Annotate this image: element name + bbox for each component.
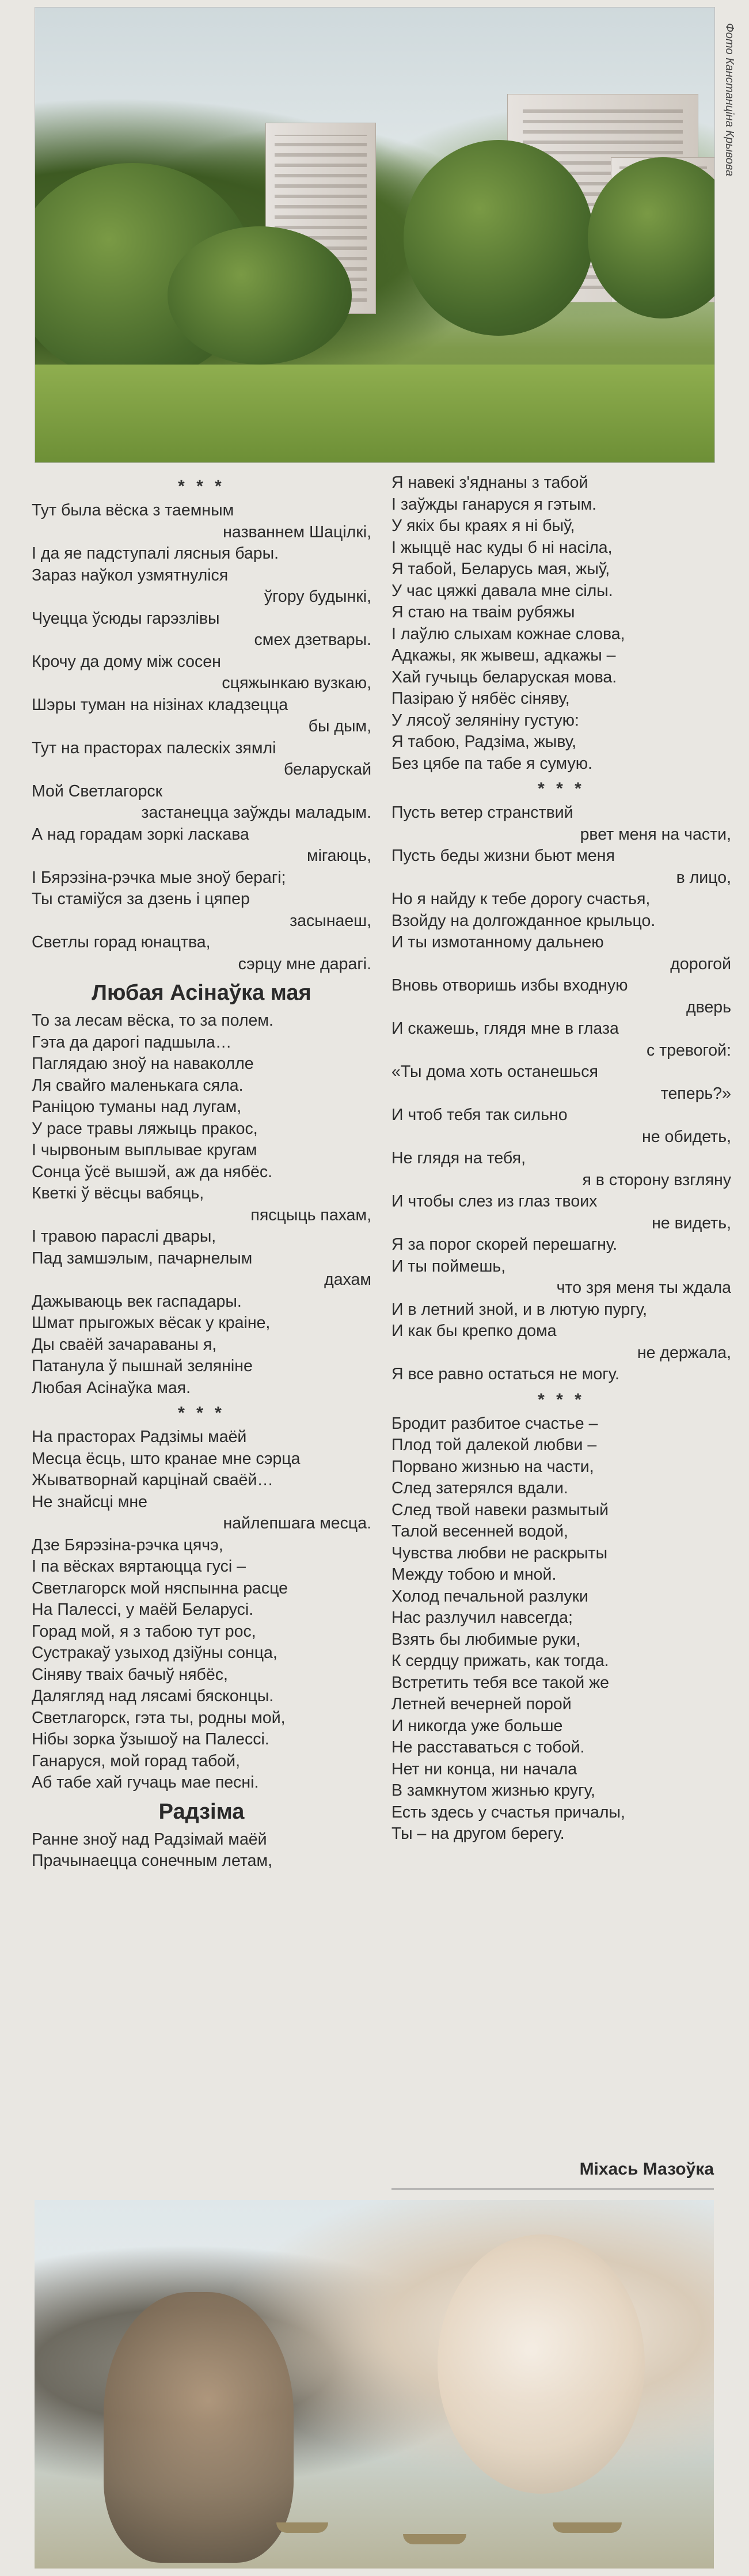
poem-line: Сустракаў узыход дзіўны сонца,	[32, 1644, 277, 1662]
poem-line: с тревогой:	[646, 1041, 731, 1060]
poem-line: найлепшага месца.	[223, 1514, 371, 1532]
man-portrait	[104, 2292, 294, 2563]
poem-line: Прачынаецца сонечным летам,	[32, 1852, 273, 1870]
poem3-title: * * *	[178, 1403, 225, 1422]
poem-line: Любая Асінаўка мая.	[32, 1378, 191, 1397]
poem-line: І да яе падступалі лясныя бары.	[32, 544, 279, 563]
poem4-title: Радзіма	[158, 1799, 245, 1824]
poem-line: пясцыць пахам,	[250, 1205, 371, 1224]
poem-line: Порвано жизнью на части,	[391, 1457, 594, 1476]
poem-line: мігаюць,	[306, 847, 371, 865]
poem-line: Ты стаміўся за дзень і цяпер	[32, 890, 250, 908]
poem-line: Тут на прасторах палескіх зямлі	[32, 738, 276, 757]
poem-line: Нас разлучил навсегда;	[391, 1608, 573, 1627]
poem-line: Дажываюць век гаспадары.	[32, 1292, 242, 1311]
poem-line: И в летний зной, и в лютую пургу,	[391, 1300, 648, 1319]
poem-line: І Бярэзіна-рэчка мые зноў берагі;	[32, 868, 286, 887]
poem-line: І заўжды ганаруся я гэтым.	[391, 495, 597, 514]
poem-line: застанецца заўжды маладым.	[141, 803, 371, 822]
poem-line: Месца ёсць, што кранае мне сэрца	[32, 1449, 301, 1468]
poem-line: смех дзетвары.	[254, 631, 371, 649]
poem-line: І лаўлю слыхам кожнае слова,	[391, 624, 625, 643]
poem-line: Ранне зноў над Радзімай маёй	[32, 1830, 267, 1849]
poem-line: Нет ни конца, ни начала	[391, 1759, 577, 1778]
poem-line: рвет меня на части,	[580, 825, 731, 844]
poem-line: Ля свайго маленькага сяла.	[32, 1076, 244, 1095]
poem-line: Без цябе па табе я сумую.	[391, 754, 592, 773]
poem-line: Я стаю на тваім рубяжы	[391, 603, 575, 621]
poem-line: Шмат прыгожых вёсак у краіне,	[32, 1314, 271, 1332]
poem-line: И ты измотанному дальнею	[391, 933, 604, 951]
poem-line: Я табою, Радзіма, жыву,	[391, 733, 577, 751]
poem-line: ўгору будынкі,	[264, 587, 371, 606]
poem-line: Далягляд над лясамі бясконцы.	[32, 1687, 274, 1705]
poem-line: В замкнутом жизнью кругу,	[391, 1781, 595, 1800]
poem-line: Между тобою и мной.	[391, 1565, 557, 1584]
poem-line: Я все равно остаться не могу.	[391, 1365, 619, 1383]
poem5-title: * * *	[538, 779, 585, 798]
poem-line: не видеть,	[652, 1213, 731, 1232]
poem-line: У расе травы ляжыць пракос,	[32, 1119, 258, 1138]
poem-line: Сонца ўсё вышэй, аж да нябёс.	[32, 1162, 273, 1181]
right-column	[391, 472, 731, 1845]
poem-line: Взять бы любимые руки,	[391, 1630, 581, 1649]
poem-line: Талой весенней водой,	[391, 1522, 568, 1541]
poem-line: я в сторону взгляну	[582, 1170, 731, 1189]
poem-line: І травою параслі двары,	[32, 1227, 216, 1246]
poem-line: Плод той далекой любви –	[391, 1436, 597, 1454]
lawn	[35, 365, 714, 462]
poem-line: У якіх бы краях я ні быў,	[391, 517, 575, 535]
poem-line: Чувства любви не раскрыты	[391, 1543, 608, 1562]
tree-shrub-center	[168, 226, 352, 365]
poem-line: дверь	[686, 997, 731, 1016]
poem-line: Пагляд​аю зноў на наваколле	[32, 1054, 254, 1073]
poem-line: Шэры туман на нізінах кладзецца	[32, 695, 288, 714]
poem-line: сэрцу мне дарагі.	[238, 954, 371, 973]
poem-line: На прасторах Радзімы маёй	[32, 1428, 247, 1446]
poem-line: названнем Шацілкі,	[223, 522, 371, 541]
poem-line: теперь?»	[660, 1084, 731, 1103]
poem-line: И чтоб тебя так сильно	[391, 1106, 568, 1124]
poem-line: Сіняву тваіх бачыў нябёс,	[32, 1665, 228, 1684]
poem-line: Летней вечерней порой	[391, 1695, 572, 1713]
poem-line: Ты – на другом берегу.	[391, 1824, 565, 1843]
poem2-title: Любая Асінаўка мая	[92, 981, 311, 1005]
poem-line: Раніцою туманы над лугам,	[32, 1098, 242, 1116]
poem-line: Вновь отворишь избы входную	[391, 976, 628, 995]
poem-line: Горад мой, я з табою тут рос,	[32, 1622, 256, 1641]
boat-2	[403, 2534, 466, 2544]
poem-line: А над горадам зоркі ласкава	[32, 825, 249, 844]
poem-line: Пусть ветер странствий	[391, 803, 573, 822]
poem-line: не держала,	[637, 1343, 731, 1362]
poem-line: Бродит разбитое счастье –	[391, 1414, 598, 1433]
poem-line: И как бы крепко дома	[391, 1322, 557, 1340]
poem-line: Жыватворнай карцінай сваёй…	[32, 1471, 273, 1489]
poem-line: Мой Светлагорск	[32, 781, 163, 801]
poem-line: Холод печальной разлуки	[391, 1587, 588, 1606]
poem-line: Гэта да дарогі падшыла…	[32, 1033, 232, 1052]
tree-right	[404, 140, 594, 336]
poem-line: беларускай	[284, 760, 371, 779]
poem6-title: * * *	[538, 1390, 585, 1409]
poem-line: Нібы зорка ўзышоў на Палессі.	[32, 1730, 269, 1748]
poem-line: Зараз наўкол узмятнуліся	[32, 566, 229, 585]
poem-line: Светлагорск, гэта ты, родны мой,	[32, 1708, 286, 1727]
poem-line: Есть здесь у счастья причалы,	[391, 1803, 625, 1822]
photo-credit: Фото Канстанціна Крывова	[723, 23, 736, 177]
poem3-body	[32, 1427, 371, 1794]
poem-line: Кветкі ў вёсцы вабяць,	[32, 1184, 204, 1202]
poem-line: Хай гучыць беларуская мова.	[391, 667, 617, 686]
poem4-body-left	[32, 1829, 371, 1872]
poem-line: не обидеть,	[642, 1127, 731, 1146]
poem-line: Взойду на долгожданное крыльцо.	[391, 911, 656, 930]
poem-line: И чтобы слез из глаз твоих	[391, 1192, 598, 1211]
poem-line: Аб табе хай гучаць мае песні.	[32, 1773, 259, 1792]
poem5-body	[391, 802, 731, 1386]
poem-line: засынаеш,	[290, 911, 371, 930]
poem-line: І жыццё нас куды б ні насіла,	[391, 538, 613, 557]
poem-line: дорогой	[670, 954, 731, 973]
poem-line: К сердцу прижать, как тогда.	[391, 1652, 609, 1670]
poem-line: Крочу да дому між сосен	[32, 652, 221, 671]
poem-line: То за лесам вёска, то за полем.	[32, 1011, 273, 1030]
poem-line: Патанула ў пышнай зеляніне	[32, 1357, 253, 1375]
poem-line: У лясоў зеляніну густую:	[391, 711, 579, 730]
poem-line: сцяжынкаю вузкаю,	[222, 674, 371, 692]
poem-line: И ты поймешь,	[391, 1257, 506, 1276]
poem-line: Светлы горад юнацтва,	[32, 933, 211, 951]
poem-line: И никогда уже больше	[391, 1716, 563, 1735]
woman-portrait	[438, 2234, 645, 2494]
poem-line: Адкажы, як жывеш, адкажы –	[391, 646, 616, 665]
bottom-photo-collage	[35, 2200, 714, 2569]
poem4-body-right	[391, 472, 731, 775]
poem-line: Не знайсці мне	[32, 1492, 147, 1511]
poem-line: Не глядя на тебя,	[391, 1149, 526, 1167]
poem-line: І чырвоным выплывае кругам	[32, 1141, 257, 1159]
poem-line: бы дым,	[308, 717, 371, 735]
poem-line: Встретить тебя все такой же	[391, 1673, 609, 1692]
poem6-body	[391, 1413, 731, 1845]
author-divider	[391, 2188, 714, 2190]
poem-line: И скажешь, глядя мне в глаза	[391, 1019, 619, 1038]
top-photo-city-park	[35, 7, 715, 463]
poem-line: Пусть беды жизни бьют меня	[391, 847, 615, 865]
poem-line: Ганаруся, мой горад табой,	[32, 1751, 240, 1770]
poem-line: След затерялся вдали.	[391, 1479, 568, 1497]
poem-line: дахам	[324, 1270, 371, 1289]
poem-line: Дзе Бярэзіна-рэчка цячэ,	[32, 1535, 223, 1554]
poem-line: в лицо,	[676, 868, 731, 887]
poem-line: Но я найду к тебе дорогу счастья,	[391, 890, 651, 908]
poem-line: Я за порог скорей перешагну.	[391, 1235, 618, 1254]
poem-line: Пад замшэлым, пачарнелым	[32, 1249, 253, 1268]
boat-3	[553, 2522, 622, 2533]
poem-line: Не расставаться с тобой.	[391, 1738, 585, 1756]
boat-1	[276, 2522, 328, 2533]
poem-line: Тут была вёска з таемным	[32, 501, 234, 519]
author-signature: Міхась Мазоўка	[579, 2160, 714, 2179]
poem-line: След твой навеки размытый	[391, 1500, 609, 1519]
poem2-body	[32, 1010, 371, 1399]
poem-line: что зря меня ты ждала	[556, 1278, 731, 1297]
poem-line: Светлагорск мой няспынна расце	[32, 1579, 288, 1598]
poem-line: Чуецца ўсюды гарэзлівы	[32, 609, 220, 628]
poem1-title: * * *	[178, 477, 225, 496]
poem-line: Я навекі з'яднаны з табой	[391, 473, 588, 492]
poem-line: У час цяжкі давала мне сілы.	[391, 581, 613, 600]
left-column	[32, 472, 371, 1872]
poem-line: Пазіраю ў нябёс сіняву,	[391, 689, 570, 708]
poem-line: Ды сваёй зачараваны я,	[32, 1335, 217, 1354]
poem-line: Я табой, Беларусь мая, жыў,	[391, 560, 610, 578]
poem-line: «Ты дома хоть останешься	[391, 1063, 598, 1081]
poem-line: На Палессі, у маёй Беларусі.	[32, 1600, 254, 1619]
poem1-body	[32, 500, 371, 975]
poem-line: І па вёсках вяртаюцца гусі –	[32, 1557, 246, 1576]
